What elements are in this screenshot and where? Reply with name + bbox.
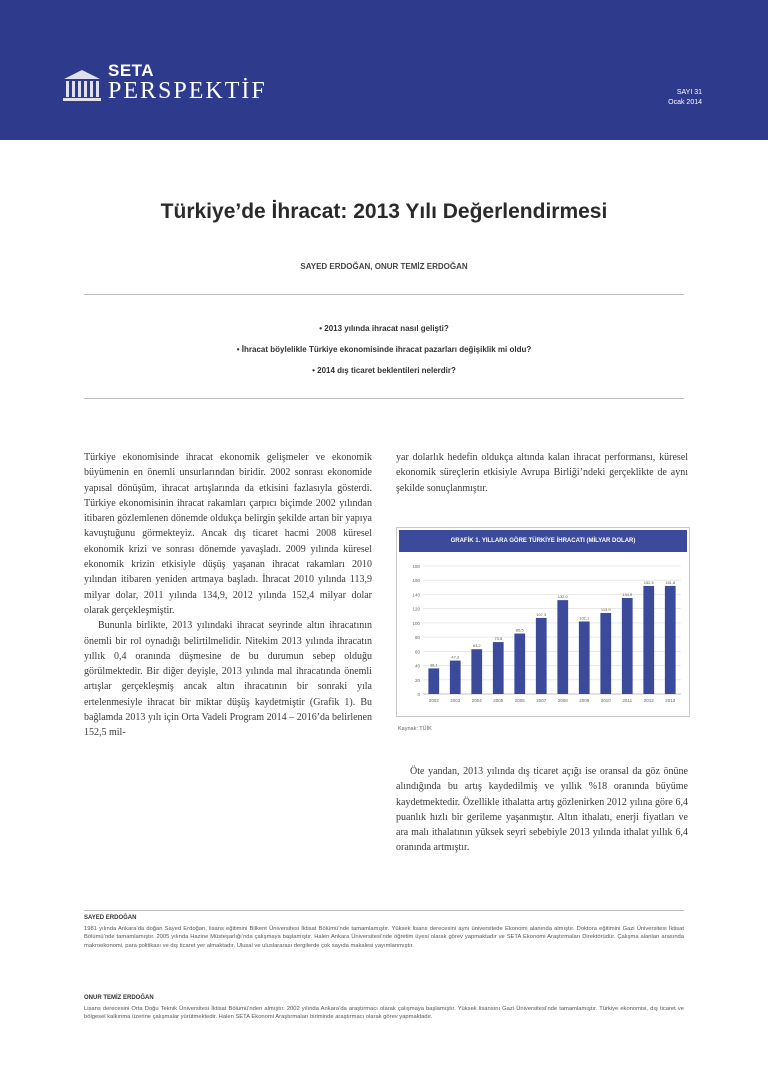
chart-plot bbox=[397, 552, 689, 714]
x-tick-label: 2012 bbox=[643, 698, 654, 703]
author2-bio: Lisans derecesini Orta Doğu Teknik Üniversitesi İktisat Bölümü’nden almıştır. 2002 yılında Ankara’da araştırmacı olarak çalışmaya başlamıştır. Yüksek lisansını Gazi Üniversitesi’nde tamamlamıştır. Türkiye ekonomisi, dış ticaret ve bölgesel kalkınma üzerine çalışmalar yürütmektedir. Halen SETA Ekonomi Araştırmaları biriminde araştırmacı olarak görev yapmaktadır. bbox=[84, 1006, 684, 1021]
bar-value-label: 132,0 bbox=[557, 594, 568, 600]
issue-date: Ocak 2014 bbox=[668, 99, 702, 106]
chart-title: GRAFİK 1. YILLARA GÖRE TÜRKİYE İHRACATI (MİLYAR DOLAR) bbox=[399, 530, 687, 552]
y-tick-label: 140 bbox=[412, 592, 420, 598]
x-tick-label: 2011 bbox=[622, 698, 633, 703]
x-tick-label: 2006 bbox=[514, 698, 525, 703]
bar-value-label: 113,9 bbox=[600, 606, 611, 612]
body-paragraph: Türkiye ekonomisinde ihracat ekonomik gelişmeler ve ekonomik büyümenin en önemli unsurlarından biridir. 2002 sonrası ekonomide yapısal dönüşüm, ihracat artışlarında da etkisini fazlasıyla gösterdi. Türkiye ekonomisinin ihracat rakamları çarpıcı biçimde 2002 yılından itibaren gözlemlenen dönemde oldukça belirgin şekilde artan bir yapıya kavuştuğunu görmekteyiz. Ancak dış ticaret hacmi 2008 küresel ekonomik krizi ve sonrası dönemde yavaşladı. 2009 yılında küresel ekonomik krizin etkisiyle düşüş yaşanan ihracat rakamları 2010 yılından itibaren yeniden artmaya başladı. İhracat 2010 yılında 113,9 milyar dolar, 2011 yılında 134,9, 2012 yılında 152,4 milyar dolar olarak gerçekleşmiştir. bbox=[84, 452, 372, 616]
seta-logo bbox=[62, 62, 267, 103]
question-item: • 2013 yılında ihracat nasıl gelişti? bbox=[319, 324, 449, 333]
author1-bio: 1981 yılında Ankara’da doğan Sayed Erdoğan, lisans eğitimini Bilkent Üniversitesi İktisat Bölümü’nde tamamlamıştır. Yüksek lisans derecesini aynı üniversitede Ekonomi alanında almıştır. Doktora eğitimini Gazi Üniversitesi İktisat Bölümü’nde tamamlamıştır. 2005 yılında Hazine Müsteşarlığı’nda çalışmaya başlamıştır. Halen Ankara Üniversitesi’nde öğretim üyesi olarak görev yapmaktadır ve SETA Ekonomi Araştırmaları Direktörüdür. Çalışma alanları arasında makroekonomi, para politikası ve dış ticaret yer almaktadır. Ulusal ve uluslararası dergilerde çok sayıda makalesi yayımlanmıştır. bbox=[84, 926, 684, 949]
key-questions bbox=[84, 318, 684, 381]
bar-value-label: 85,5 bbox=[515, 627, 524, 633]
x-tick-label: 2013 bbox=[665, 698, 676, 703]
chart-bar bbox=[557, 600, 568, 694]
y-tick-label: 20 bbox=[414, 677, 420, 683]
body-column-left bbox=[84, 450, 372, 741]
y-tick-label: 180 bbox=[412, 564, 420, 569]
article-title: Türkiye’de İhracat: 2013 Yılı Değerlendirmesi bbox=[160, 200, 608, 223]
export-bar-chart bbox=[396, 527, 690, 717]
brand-top: SETA bbox=[108, 61, 155, 80]
chart-bar bbox=[643, 586, 654, 694]
bar-value-label: 152,5 bbox=[643, 579, 654, 585]
x-tick-label: 2009 bbox=[579, 698, 590, 703]
question-item: • İhracat böylelikle Türkiye ekonomisinde ihracat pazarları değişiklik mi oldu? bbox=[236, 345, 532, 354]
chart-bar bbox=[514, 634, 525, 694]
bar-value-label: 151,8 bbox=[665, 579, 676, 585]
y-tick-label: 60 bbox=[414, 649, 420, 655]
building-icon bbox=[62, 67, 102, 103]
body-paragraph: Öte yandan, 2013 yılında dış ticaret açığı ise oransal da göz önüne alındığında bu artış kaydedilmiş ve yıllık %18 oranında büyüme kaydetmektedir. Özellikle ithalatta artış gözlenirken 2012 yılına göre 6,4 puanlık hızlı bir gerileme yaşanmıştır. Altın ithalatı, enerji fiyatları ve ara malı ithalatının yüksek seyri sebebiyle 2013 yılında ithalat yıllık 6,4 oranında artmıştır. bbox=[396, 766, 688, 854]
chart-bar bbox=[579, 621, 590, 694]
body-column-right-top bbox=[396, 450, 688, 496]
author1-heading: SAYED ERDOĞAN bbox=[84, 915, 137, 921]
issue-info bbox=[668, 88, 702, 108]
x-tick-label: 2005 bbox=[493, 698, 504, 703]
y-tick-label: 40 bbox=[414, 663, 420, 669]
chart-bar bbox=[493, 642, 504, 694]
y-tick-label: 0 bbox=[417, 692, 420, 697]
x-tick-label: 2008 bbox=[557, 698, 568, 703]
divider-bottom bbox=[84, 398, 684, 399]
chart-bar bbox=[536, 618, 547, 694]
bar-value-label: 47,3 bbox=[451, 654, 460, 660]
divider-top bbox=[84, 294, 684, 295]
header-banner bbox=[0, 0, 768, 140]
chart-bar bbox=[471, 649, 482, 694]
chart-bar bbox=[600, 613, 611, 694]
bar-value-label: 73,5 bbox=[494, 636, 503, 642]
x-tick-label: 2007 bbox=[536, 698, 547, 703]
chart-bar bbox=[450, 661, 461, 694]
x-tick-label: 2002 bbox=[428, 698, 439, 703]
bar-value-label: 63,2 bbox=[472, 643, 481, 649]
x-tick-label: 2004 bbox=[471, 698, 482, 703]
brand-bottom: PERSPEKTİF bbox=[108, 78, 267, 104]
bar-value-label: 36,1 bbox=[429, 662, 438, 668]
issue-number: SAYI 31 bbox=[676, 89, 702, 96]
bar-value-label: 134,9 bbox=[622, 592, 633, 597]
chart-bar bbox=[665, 586, 676, 694]
x-tick-label: 2003 bbox=[450, 698, 461, 703]
y-tick-label: 120 bbox=[412, 606, 420, 612]
y-tick-label: 80 bbox=[414, 635, 420, 641]
chart-bar bbox=[428, 668, 439, 694]
chart-bar bbox=[622, 598, 633, 694]
y-tick-label: 160 bbox=[412, 578, 420, 584]
bar-value-label: 102,1 bbox=[579, 615, 590, 621]
article-authors: SAYED ERDOĞAN, ONUR TEMİZ ERDOĞAN bbox=[300, 262, 468, 271]
body-column-right-bottom bbox=[396, 764, 688, 856]
y-tick-label: 100 bbox=[412, 620, 420, 626]
body-paragraph: Bununla birlikte, 2013 yılındaki ihracat seyrinde altın ihracatının önemli bir rol oynadığı belirtilmelidir. Nitekim 2013 yılında ihracatın yıllık 0,4 oranında düşmesine de bu durumun sebep olduğu görülmektedir. Bir diğer deyişle, 2013 yılında mal ihracatında önemli artışlar gerçekleşmiş ancak altın ihracatının bir sonraki yıla ertelenmesiyle ihracat bir miktar düşüş kaydetmiştir (Grafik 1). Bu bağlamda 2013 yılı için Orta Vadeli Program 2014 – 2016’da belirlenen 152,5 mil- bbox=[84, 620, 372, 739]
x-tick-label: 2010 bbox=[600, 698, 611, 703]
divider-footnotes bbox=[84, 910, 684, 911]
body-paragraph: yar dolarlık hedefin oldukça altında kalan ihracat performansı, küresel ekonomik süreçlerin etkisiyle Avrupa Birliği’ndeki gerçeklikte de aynı şekilde sonuçlanmıştır. bbox=[396, 452, 688, 494]
author2-heading: ONUR TEMİZ ERDOĞAN bbox=[84, 995, 154, 1001]
question-item: • 2014 dış ticaret beklentileri nelerdir? bbox=[312, 366, 456, 375]
bar-value-label: 107,3 bbox=[536, 611, 547, 617]
chart-source: Kaynak: TÜİK bbox=[398, 726, 432, 732]
